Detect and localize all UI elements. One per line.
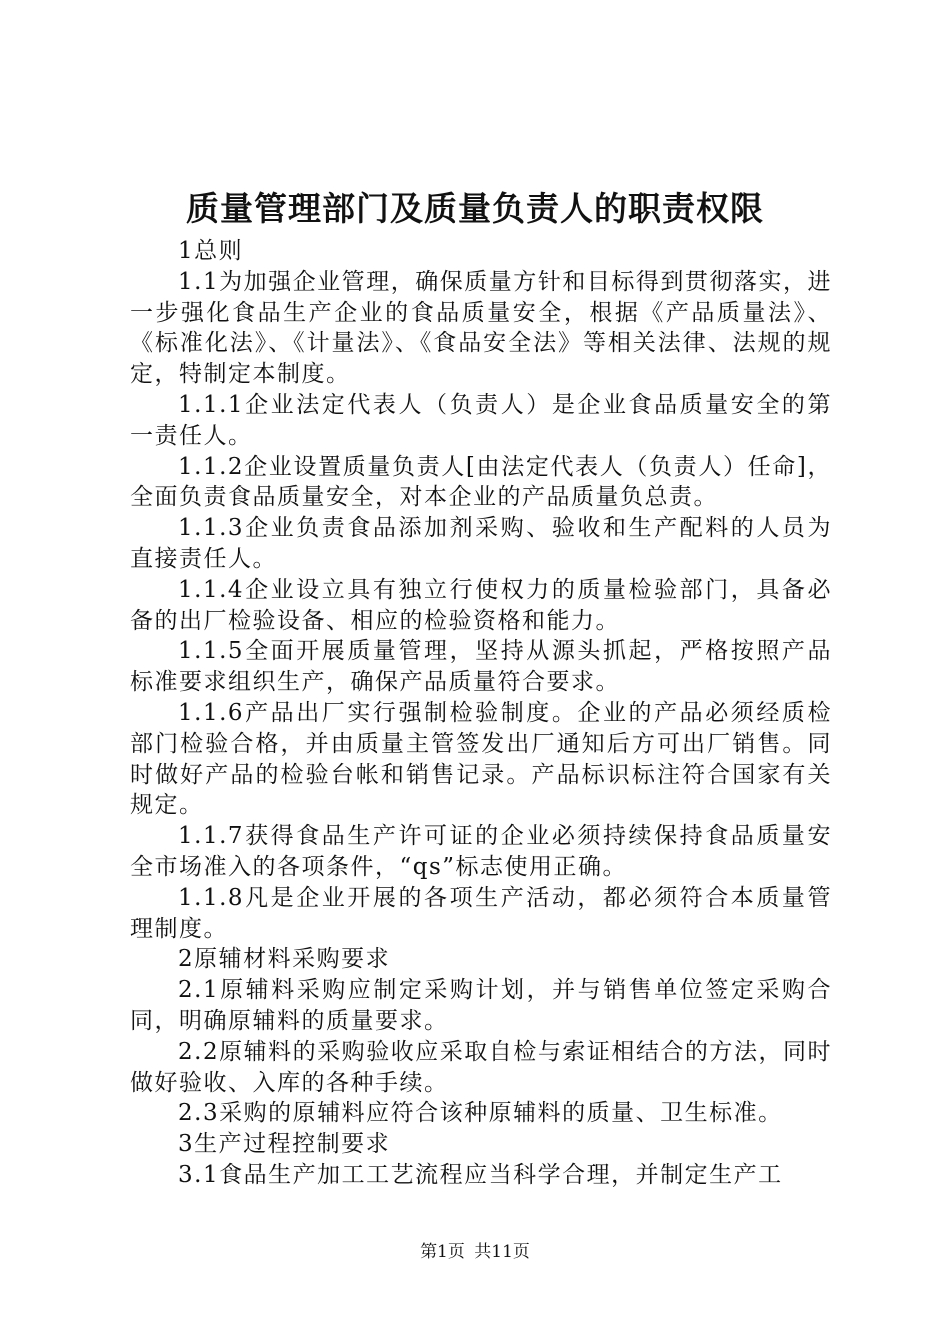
paragraph: 1.1.2企业设置质量负责人[由法定代表人（负责人）任命]，全面负责食品质量安全，对本企业的产品质量负总责。 bbox=[130, 453, 832, 511]
paragraph: 2.1原辅料采购应制定采购计划，并与销售单位签定采购合同，明确原辅料的质量要求。 bbox=[130, 977, 832, 1034]
section-heading: 3生产过程控制要求 bbox=[178, 1131, 391, 1158]
paragraph: 1.1.3企业负责食品添加剂采购、验收和生产配料的人员为直接责任人。 bbox=[130, 515, 832, 572]
page-footer bbox=[0, 1240, 950, 1264]
section-heading: 2原辅材料采购要求 bbox=[178, 946, 391, 973]
paragraph: 1.1.5全面开展质量管理，坚持从源头抓起，严格按照产品标准要求组织生产，确保产品质量符合要求。 bbox=[130, 638, 832, 696]
paragraph: 1.1.6产品出厂实行强制检验制度。企业的产品必须经质检部门检验合格，并由质量主管签发出厂通知后方可出厂销售。同时做好产品的检验台帐和销售记录。产品标识标注符合国家有关规定。 bbox=[130, 699, 832, 819]
page-total: 共11页 bbox=[474, 1242, 530, 1262]
document-body bbox=[130, 236, 832, 1191]
paragraph: 1.1.4企业设立具有独立行使权力的质量检验部门，具备必备的出厂检验设备、相应的检验资格和能力。 bbox=[130, 576, 832, 634]
paragraph: 1.1.7获得食品生产许可证的企业必须持续保持食品质量安全市场准入的各项条件，“qs”标志使用正确。 bbox=[130, 823, 832, 880]
paragraph: 1.1为加强企业管理，确保质量方针和目标得到贯彻落实，进一步强化食品生产企业的食品质量安全，根据《产品质量法》、《标准化法》、《计量法》、《食品安全法》等相关法律、法规的规定，特制定本制度。 bbox=[130, 268, 832, 388]
paragraph: 1.1.8凡是企业开展的各项生产活动，都必须符合本质量管理制度。 bbox=[130, 884, 832, 942]
document-title: 质量管理部门及质量负责人的职责权限 bbox=[186, 189, 764, 228]
paragraph: 3.1食品生产加工工艺流程应当科学合理，并制定生产工 bbox=[178, 1161, 783, 1188]
page-number: 第1页 bbox=[420, 1242, 465, 1262]
paragraph: 2.2原辅料的采购验收应采取自检与索证相结合的方法，同时做好验收、入库的各种手续。 bbox=[130, 1038, 832, 1096]
paragraph: 2.3采购的原辅料应符合该种原辅料的质量、卫生标准。 bbox=[178, 1100, 783, 1127]
section-heading: 1总则 bbox=[178, 238, 244, 264]
paragraph: 1.1.1企业法定代表人（负责人）是企业食品质量安全的第一责任人。 bbox=[130, 391, 832, 449]
